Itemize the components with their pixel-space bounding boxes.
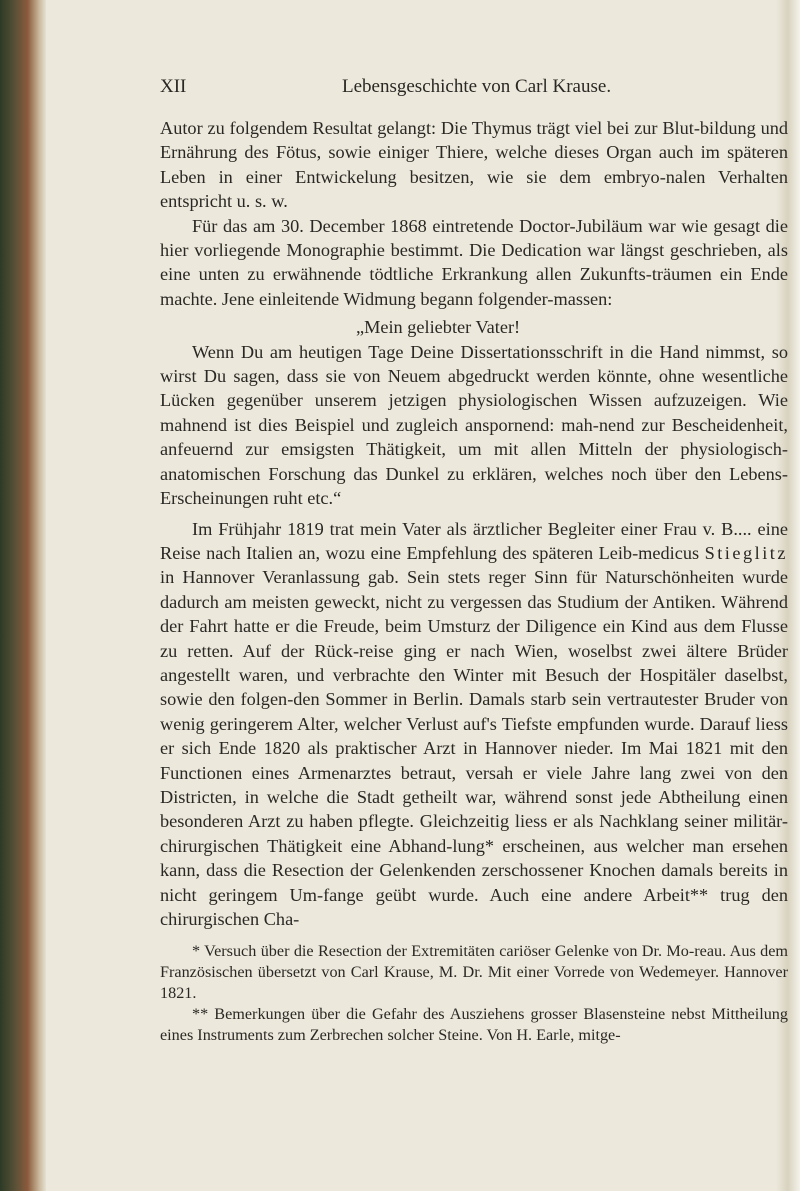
biography-text-start: Im Frühjahr 1819 trat mein Vater als ärztlicher Begleiter einer Frau v. B.... eine Reise nach Italien an, wozu eine Empfehlung des späteren Leib-medicus (160, 518, 788, 563)
footnote-1: * Versuch über die Resection der Extremitäten cariöser Gelenke von Dr. Mo-reau. Aus dem Französischen übersetzt von Carl Krause, M. Dr. Mit einer Vorrede von Wedemeyer. Hannover 1821. (160, 942, 788, 1003)
page-number: XII (160, 76, 187, 97)
page-body (160, 116, 788, 931)
book-page (160, 76, 788, 1046)
dedication-text: Wenn Du am heutigen Tage Deine Dissertationsschrift in die Hand nimmst, so wirst Du sagen, dass sie von Neuem abgedruckt werden könnte, ohne wesentliche Lücken gegenüber unserem jetzigen physiologischen Wissen aufzuzeigen. Wie mahnend ist dies Beispiel und zugleich anspornend: mah-nend zur Bescheidenheit, anfeuernd zur emsigsten Thätigkeit, um mit allen Mitteln der physiologisch-anatomischen Forschung das Dunkel zu erklären, welches noch über den Lebens-Erscheinungen ruht etc.“ (160, 341, 788, 509)
paragraph-jubilee: Für das am 30. December 1868 eintretende Doctor-Jubiläum war wie gesagt die hier vorliegende Monographie bestimmt. Die Dedication war längst geschrieben, als eine unten zu erwähnende tödtliche Erkrankung allen Zukunfts-träumen ein Ende machte. Jene einleitende Widmung begann folgender-massen: (160, 215, 788, 309)
dedication-salutation: „Mein geliebter Vater! (356, 317, 521, 338)
name-stieglitz: Stieglitz (704, 542, 788, 563)
biography-text-rest: in Hannover Veranlassung gab. Sein stets reger Sinn für Naturschönheiten wurde dadurch am meisten geweckt, nicht zu vergessen das Studium der Antiken. Während der Fahrt hatte er die Freude, beim Umsturz der Diligence ein Kind aus dem Flusse zu retten. Auf der Rück-reise ging er nach Wien, woselbst zwei ältere Brüder angestellt waren, und verbrachte den Winter mit Besuch der Hospitäler daselbst, sowie den folgen-den Sommer in Berlin. Damals starb sein vertrautester Bruder von wenig geringerem Alter, welcher Verlust auf's Tiefste empfunden wurde. Darauf liess er sich Ende 1820 als praktischer Arzt in Hannover nieder. Im Mai 1821 mit den Functionen eines Armenarztes betraut, versah er viele Jahre lang zwei von den Districten, in welche die Stadt getheilt war, während sonst jede Abtheilung einen besonderen Arzt zu haben pflegte. Gleichzeitig liess er als Nachklang seiner militär-chirurgischen Thätigkeit eine Abhand-lung* erscheinen, aus welcher man ersehen kann, dass die Resection der Gelenkenden zerschossener Knochen damals bereits in nicht geringem Um-fange geübt wurde. Auch eine andere Arbeit** trug den chirurgischen Cha- (160, 567, 788, 929)
paragraph-biography (160, 517, 788, 932)
book-binding-edge (0, 0, 46, 1191)
footnote-2: ** Bemerkungen über die Gefahr des Ausziehens grosser Blasensteine nebst Mittheilung eines Instruments zum Zerbrechen solcher Steine. Von H. Earle, mitge- (160, 1005, 788, 1045)
paragraph-thymus: Autor zu folgendem Resultat gelangt: Die Thymus trägt viel bei zur Blut-bildung und Ernährung des Fötus, sowie einiger Thiere, welche dieses Organ auch im späteren Leben in einer Entwickelung besitzen, wie sie dem embryo-nalen Verhalten entspricht u. s. w. (160, 118, 788, 212)
running-head: Lebensgeschichte von Carl Krause. (342, 76, 612, 97)
footnotes (160, 941, 788, 1046)
page-header (160, 76, 788, 106)
